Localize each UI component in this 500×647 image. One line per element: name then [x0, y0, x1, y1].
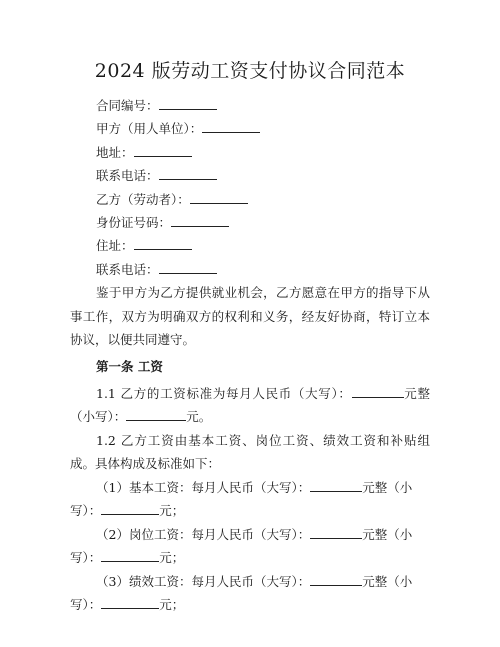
fill-blank — [159, 165, 217, 180]
item-text: 元整（小写）： — [70, 479, 413, 519]
field-label: 身份证号码： — [96, 215, 172, 231]
field-label: 合同编号： — [96, 98, 159, 113]
fill-blank — [101, 547, 159, 562]
item-text: （3）绩效工资：每月人民币（大写）： — [96, 573, 311, 589]
wage-item-performance — [70, 570, 430, 617]
fill-blank — [159, 259, 217, 274]
item-text: （1）基本工资：每月人民币（大写）： — [96, 479, 311, 495]
item-text: 元整（小写）： — [70, 526, 413, 566]
fill-blank — [310, 524, 362, 539]
fill-blank — [101, 594, 159, 609]
document-title: 2024 版劳动工资支付协议合同范本 — [94, 60, 406, 82]
fill-blank — [159, 95, 217, 110]
contract-number-field — [96, 94, 430, 117]
field-label: 乙方（劳动者）： — [96, 191, 190, 207]
field-label: 地址： — [96, 144, 134, 160]
item-text: （2）岗位工资：每月人民币（大写）： — [96, 526, 311, 542]
party-a-phone-field — [96, 164, 430, 187]
fill-blank — [171, 212, 229, 227]
field-label: 联系电话： — [96, 168, 159, 184]
fill-blank — [190, 189, 248, 204]
fill-blank — [310, 571, 362, 586]
field-label: 住址： — [96, 238, 134, 254]
wage-item-position — [70, 523, 430, 570]
clause-1-2: 1.2 乙方工资由基本工资、岗位工资、绩效工资和补贴组成。具体构成及标准如下： — [70, 432, 430, 472]
intro-paragraph: 鉴于甲方为乙方提供就业机会，乙方愿意在甲方的指导下从事工作，双方为明确双方的权利和义务，经友好协商，特订立本协议，以便共同遵守。 — [70, 285, 430, 348]
field-label: 甲方（用人单位）： — [96, 121, 203, 137]
wage-item-basic — [70, 476, 430, 523]
id-number-field — [96, 211, 430, 234]
fill-blank — [134, 142, 192, 157]
item-text: 元； — [159, 503, 185, 519]
item-text: 元； — [159, 550, 185, 566]
fill-blank — [134, 235, 192, 250]
field-label: 联系电话： — [96, 261, 159, 277]
fill-blank — [310, 477, 362, 492]
clause-1-1 — [70, 382, 430, 429]
item-text: 元； — [159, 597, 185, 613]
party-b-phone-field — [96, 258, 430, 281]
clause-text: 元。 — [186, 409, 212, 425]
fill-blank — [352, 383, 404, 398]
party-b-address-field — [96, 234, 430, 257]
fill-blank — [126, 406, 186, 421]
party-a-address-field — [96, 141, 430, 164]
party-a-field — [96, 117, 430, 140]
fill-blank — [101, 500, 159, 515]
clause-text: 1.1 乙方的工资标准为每月人民币（大写）： — [96, 385, 352, 401]
fill-blank — [202, 118, 260, 133]
item-text: 元整（小写）： — [70, 573, 413, 613]
party-b-field — [96, 188, 430, 211]
clause-text: 元整（小写）： — [70, 385, 430, 425]
section-heading: 第一条 工资 — [96, 358, 163, 374]
